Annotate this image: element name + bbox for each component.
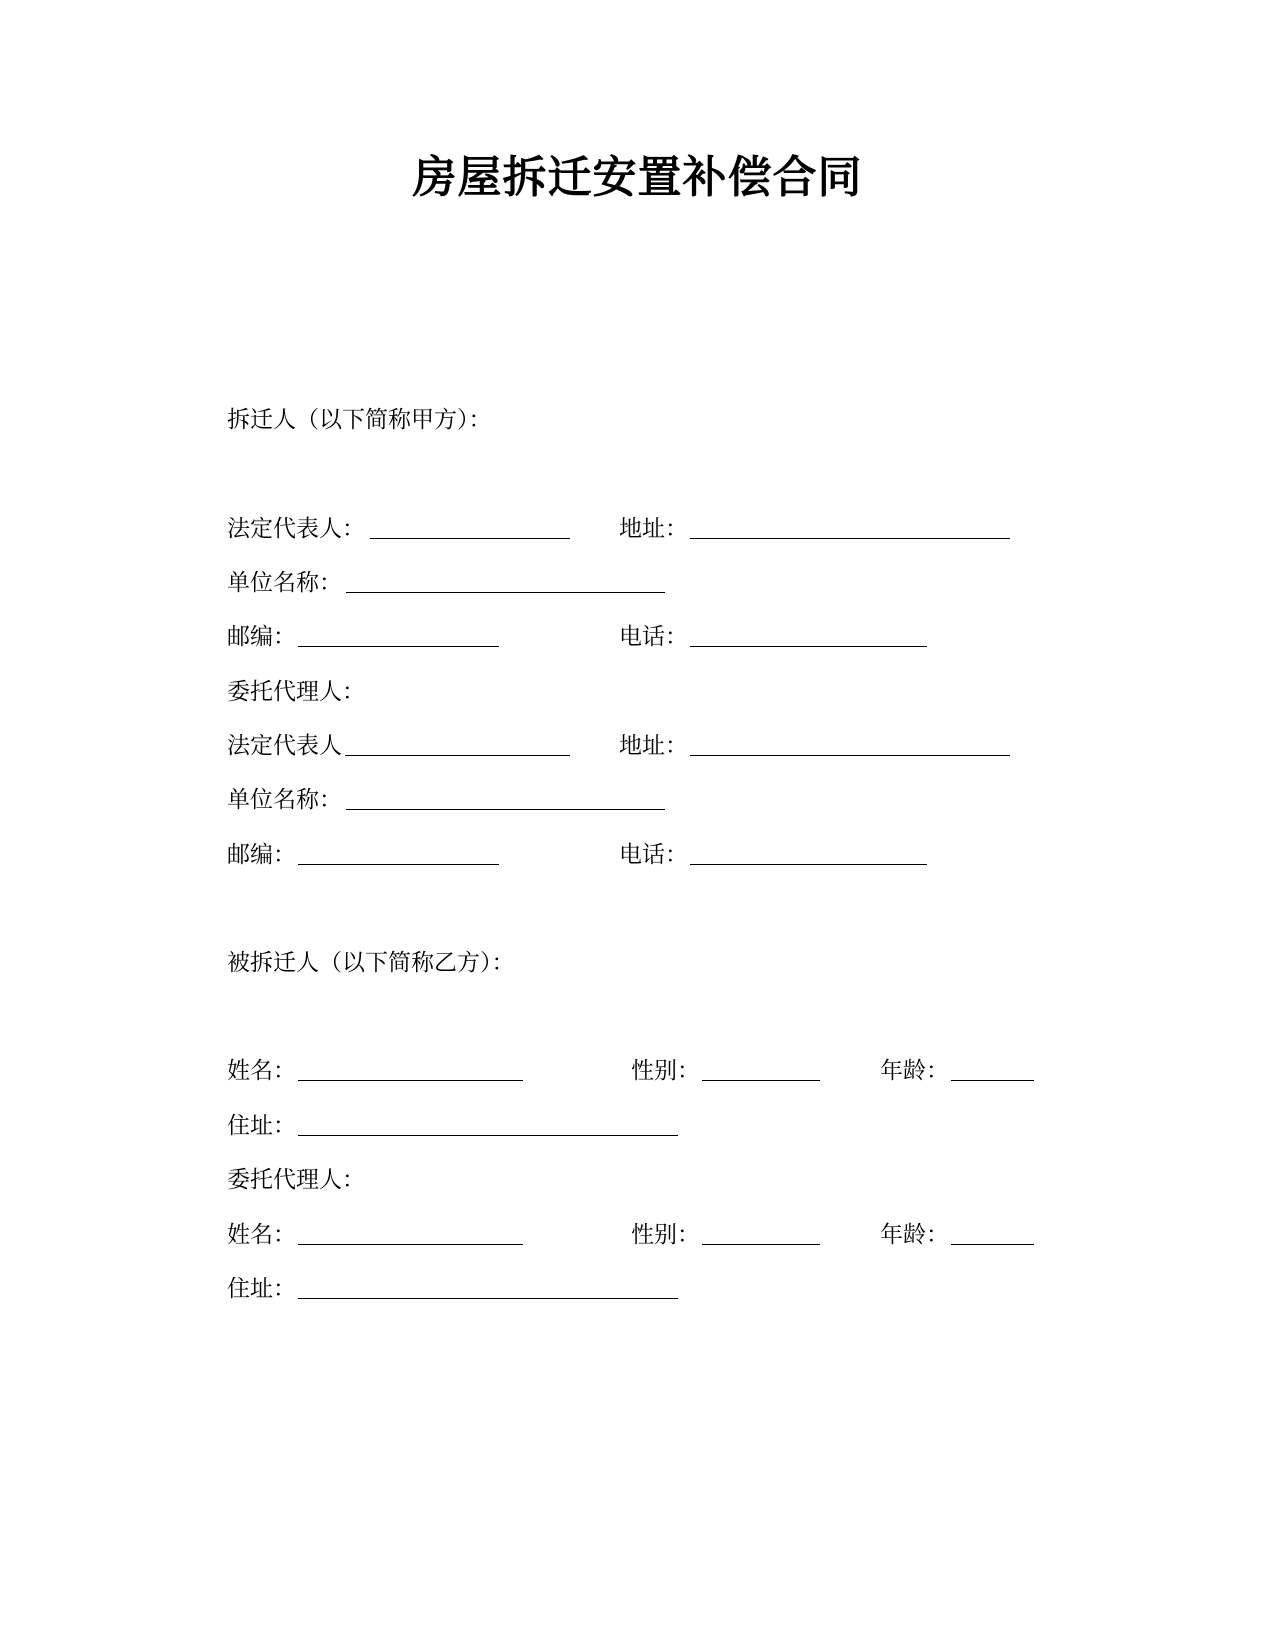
- party-b-agent-name-field[interactable]: [298, 1244, 523, 1245]
- party-a-agent-address-label: 地址：: [619, 733, 688, 759]
- party-a-unit-name-field[interactable]: [346, 592, 665, 593]
- party-a-address-field[interactable]: [690, 538, 1010, 539]
- party-b-name-field[interactable]: [298, 1080, 523, 1081]
- party-b-agent-heading: 委托代理人：: [227, 1167, 365, 1193]
- party-a-postcode-field[interactable]: [298, 646, 499, 647]
- party-a-phone-label: 电话：: [619, 624, 688, 650]
- party-b-gender-label: 性别：: [631, 1058, 700, 1084]
- party-a-heading: 拆迁人（以下简称甲方）：: [227, 407, 492, 433]
- party-a-agent-heading: 委托代理人：: [227, 679, 365, 705]
- party-a-agent-postcode-label: 邮编：: [227, 842, 296, 868]
- party-a-legal-rep-label: 法定代表人：: [227, 516, 365, 542]
- party-a-legal-rep-field[interactable]: [370, 538, 570, 539]
- party-b-residence-field[interactable]: [298, 1135, 678, 1136]
- party-b-agent-residence-label: 住址：: [227, 1276, 296, 1302]
- party-b-agent-age-field[interactable]: [951, 1244, 1034, 1245]
- party-a-agent-postcode-field[interactable]: [298, 864, 499, 865]
- party-a-agent-unit-name-field[interactable]: [346, 809, 665, 810]
- party-b-heading: 被拆迁人（以下简称乙方）：: [227, 950, 515, 976]
- party-b-age-field[interactable]: [951, 1080, 1034, 1081]
- party-b-agent-gender-field[interactable]: [702, 1244, 820, 1245]
- party-a-postcode-label: 邮编：: [227, 624, 296, 650]
- party-a-agent-unit-name-label: 单位名称：: [227, 787, 342, 813]
- party-b-agent-residence-field[interactable]: [298, 1298, 678, 1299]
- party-b-agent-gender-label: 性别：: [631, 1222, 700, 1248]
- party-b-age-label: 年龄：: [880, 1058, 949, 1084]
- party-b-agent-name-label: 姓名：: [227, 1222, 296, 1248]
- party-b-agent-age-label: 年龄：: [880, 1222, 949, 1248]
- document-title: 房屋拆迁安置补偿合同: [412, 152, 863, 203]
- party-b-name-label: 姓名：: [227, 1058, 296, 1084]
- party-a-agent-phone-label: 电话：: [619, 842, 688, 868]
- party-a-agent-legal-rep-field[interactable]: [345, 755, 570, 756]
- party-b-residence-label: 住址：: [227, 1113, 296, 1139]
- party-a-agent-address-field[interactable]: [690, 755, 1010, 756]
- party-a-address-label: 地址：: [619, 516, 688, 542]
- party-a-agent-legal-rep-label: 法定代表人: [227, 733, 342, 759]
- party-a-unit-name-label: 单位名称：: [227, 570, 342, 596]
- party-b-gender-field[interactable]: [702, 1080, 820, 1081]
- party-a-phone-field[interactable]: [690, 646, 927, 647]
- party-a-agent-phone-field[interactable]: [690, 864, 927, 865]
